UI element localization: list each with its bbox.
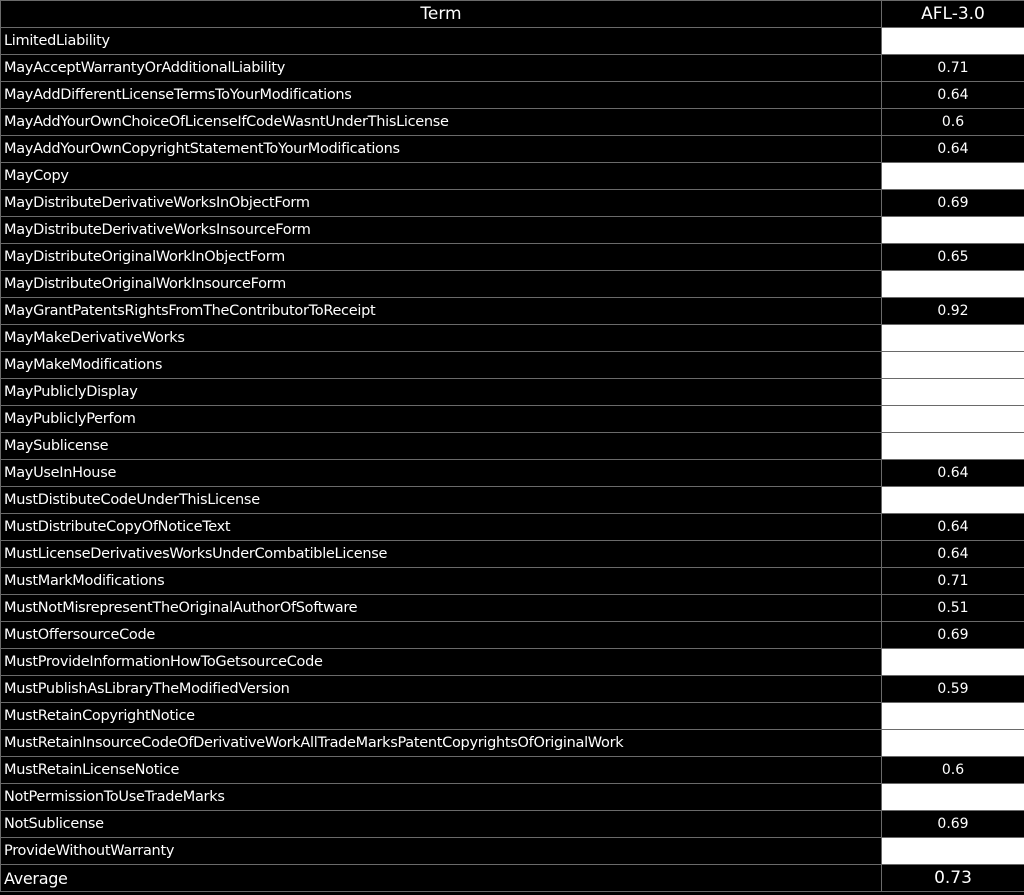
afl-value-cell xyxy=(882,433,1024,460)
afl-value-cell xyxy=(882,271,1024,298)
average-value: 0.73 xyxy=(882,865,1024,892)
afl-value-cell: 0.64 xyxy=(882,136,1024,163)
afl-value-cell xyxy=(882,163,1024,190)
term-cell: MayDistributeOriginalWorkInsourceForm xyxy=(1,271,882,298)
afl-value-cell xyxy=(882,325,1024,352)
term-cell: MustOffersourceCode xyxy=(1,622,882,649)
afl-value-cell xyxy=(882,217,1024,244)
afl-value-cell: 0.71 xyxy=(882,568,1024,595)
table-body xyxy=(1,28,1024,865)
afl-value-cell: 0.64 xyxy=(882,514,1024,541)
term-cell: MayCopy xyxy=(1,163,882,190)
average-row xyxy=(1,865,1024,892)
afl-value-cell: 0.59 xyxy=(882,676,1024,703)
term-cell: NotPermissionToUseTradeMarks xyxy=(1,784,882,811)
term-cell: LimitedLiability xyxy=(1,28,882,55)
afl-value-cell xyxy=(882,784,1024,811)
table-row xyxy=(1,541,1024,568)
term-cell: MaySublicense xyxy=(1,433,882,460)
table-row xyxy=(1,217,1024,244)
table-row xyxy=(1,730,1024,757)
term-cell: MayDistributeDerivativeWorksInObjectForm xyxy=(1,190,882,217)
term-cell: MustDistributeCopyOfNoticeText xyxy=(1,514,882,541)
term-cell: MayUseInHouse xyxy=(1,460,882,487)
afl-value-cell: 0.6 xyxy=(882,757,1024,784)
table-row xyxy=(1,568,1024,595)
term-cell: ProvideWithoutWarranty xyxy=(1,838,882,865)
afl-value-cell xyxy=(882,352,1024,379)
afl-value-cell: 0.51 xyxy=(882,595,1024,622)
term-cell: MayAddDifferentLicenseTermsToYourModifications xyxy=(1,82,882,109)
table-row xyxy=(1,595,1024,622)
term-cell: MayPubliclyPerfom xyxy=(1,406,882,433)
afl-value-cell: 0.6 xyxy=(882,109,1024,136)
average-label: Average xyxy=(1,865,882,892)
afl-value-cell xyxy=(882,730,1024,757)
afl-value-cell xyxy=(882,649,1024,676)
table-row xyxy=(1,514,1024,541)
table-row xyxy=(1,352,1024,379)
header-row xyxy=(1,1,1024,28)
term-cell: MayMakeDerivativeWorks xyxy=(1,325,882,352)
table-row xyxy=(1,838,1024,865)
table-row xyxy=(1,244,1024,271)
term-cell: MustRetainInsourceCodeOfDerivativeWorkAllTradeMarksPatentCopyrightsOfOriginalWork xyxy=(1,730,882,757)
afl-value-cell: 0.92 xyxy=(882,298,1024,325)
afl-value-cell: 0.64 xyxy=(882,460,1024,487)
term-cell: NotSublicense xyxy=(1,811,882,838)
afl-value-cell: 0.71 xyxy=(882,55,1024,82)
term-cell: MustMarkModifications xyxy=(1,568,882,595)
term-cell: MustProvideInformationHowToGetsourceCode xyxy=(1,649,882,676)
table-row xyxy=(1,136,1024,163)
term-cell: MayDistributeOriginalWorkInObjectForm xyxy=(1,244,882,271)
afl-value-cell xyxy=(882,28,1024,55)
term-cell: MustNotMisrepresentTheOriginalAuthorOfSoftware xyxy=(1,595,882,622)
afl-value-cell: 0.64 xyxy=(882,82,1024,109)
table-row xyxy=(1,622,1024,649)
term-cell: MustPublishAsLibraryTheModifiedVersion xyxy=(1,676,882,703)
table-row xyxy=(1,298,1024,325)
table-row xyxy=(1,433,1024,460)
term-cell: MustRetainCopyrightNotice xyxy=(1,703,882,730)
table-row xyxy=(1,325,1024,352)
table-row xyxy=(1,406,1024,433)
afl-value-cell: 0.65 xyxy=(882,244,1024,271)
afl-value-cell: 0.69 xyxy=(882,190,1024,217)
term-cell: MayMakeModifications xyxy=(1,352,882,379)
afl-column-header: AFL-3.0 xyxy=(882,1,1024,28)
afl-value-cell: 0.69 xyxy=(882,622,1024,649)
table-row xyxy=(1,55,1024,82)
afl-value-cell xyxy=(882,838,1024,865)
table-row xyxy=(1,676,1024,703)
term-cell: MayPubliclyDisplay xyxy=(1,379,882,406)
term-cell: MustRetainLicenseNotice xyxy=(1,757,882,784)
term-cell: MayAddYourOwnCopyrightStatementToYourModifications xyxy=(1,136,882,163)
table-row xyxy=(1,271,1024,298)
table-row xyxy=(1,190,1024,217)
term-cell: MustDistibuteCodeUnderThisLicense xyxy=(1,487,882,514)
table-row xyxy=(1,649,1024,676)
table-row xyxy=(1,460,1024,487)
table-row xyxy=(1,82,1024,109)
afl-value-cell: 0.64 xyxy=(882,541,1024,568)
afl-value-cell xyxy=(882,487,1024,514)
table-row xyxy=(1,109,1024,136)
term-column-header: Term xyxy=(1,1,882,28)
afl-value-cell xyxy=(882,703,1024,730)
table-row xyxy=(1,487,1024,514)
table-row xyxy=(1,757,1024,784)
term-cell: MayDistributeDerivativeWorksInsourceForm xyxy=(1,217,882,244)
table-row xyxy=(1,163,1024,190)
term-cell: MustLicenseDerivativesWorksUnderCombatibleLicense xyxy=(1,541,882,568)
table-row xyxy=(1,703,1024,730)
term-cell: MayGrantPatentsRightsFromTheContributorToReceipt xyxy=(1,298,882,325)
table-row xyxy=(1,811,1024,838)
term-cell: MayAcceptWarrantyOrAdditionalLiability xyxy=(1,55,882,82)
afl-value-cell xyxy=(882,406,1024,433)
table-row xyxy=(1,379,1024,406)
table-row xyxy=(1,28,1024,55)
afl-value-cell xyxy=(882,379,1024,406)
table-row xyxy=(1,784,1024,811)
term-cell: MayAddYourOwnChoiceOfLicenseIfCodeWasntUnderThisLicense xyxy=(1,109,882,136)
afl-value-cell: 0.69 xyxy=(882,811,1024,838)
